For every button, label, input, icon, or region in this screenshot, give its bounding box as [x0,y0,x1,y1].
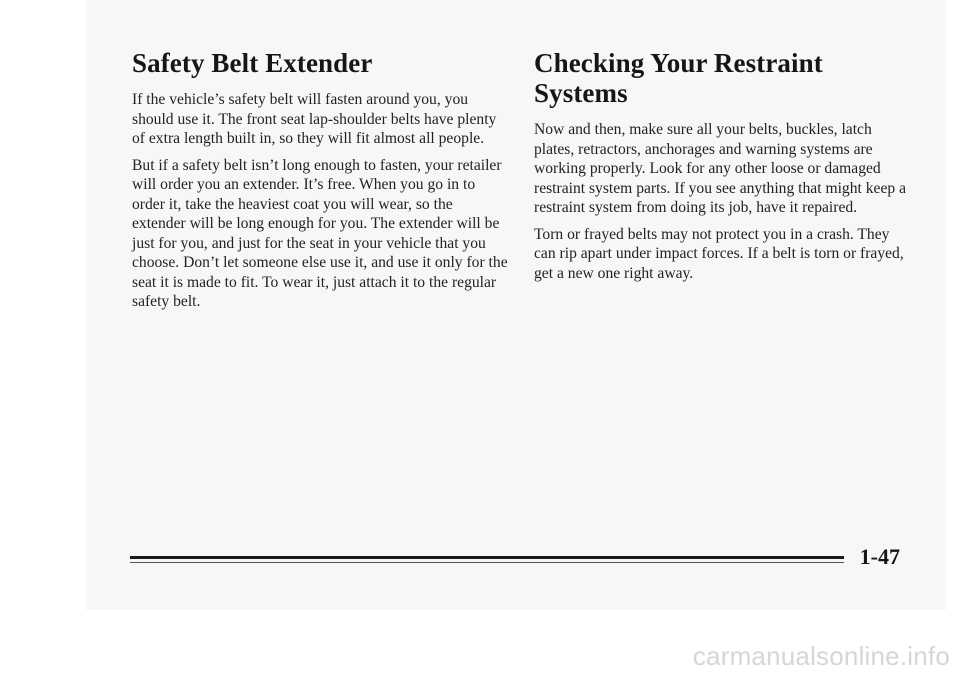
paragraph: If the vehicle’s safety belt will fasten around you, you should use it. The front seat lap-shoulder belts have plenty of extra length built in, so they will fit almost all people. [132,91,497,147]
left-column [132,48,508,319]
page-number: 1-47 [859,544,900,569]
site-watermark: carmanualsonline.info [692,641,950,671]
right-column [534,48,906,290]
section-title-safety-belt-extender: Safety Belt Extender [132,48,373,78]
paragraph: But if a safety belt isn’t long enough to fasten, your retailer will order you an extender. It’s free. When you go in to order it, take the heaviest coat you will wear, so the extender will be long enough for you. The extender will be just for you, and just for the seat in your vehicle that you choose. Don’t let someone else use it, and use it only for the seat it is made to fit. To wear it, just attach it to the regular safety belt. [132,156,508,310]
section-title-checking-restraint-systems: Checking Your Restraint Systems [534,48,823,108]
footer-rule-thin [130,562,844,563]
paragraph: Torn or frayed belts may not protect you in a crash. They can rip apart under impact forces. If a belt is torn or frayed, get a new one right away. [534,225,904,282]
footer-rule-thick [130,556,844,559]
paragraph: Now and then, make sure all your belts, buckles, latch plates, retractors, anchorages and warning systems are working properly. Look for any other loose or damaged restraint system parts. If you see anything that might keep a restraint system from doing its job, have it repaired. [534,121,906,216]
